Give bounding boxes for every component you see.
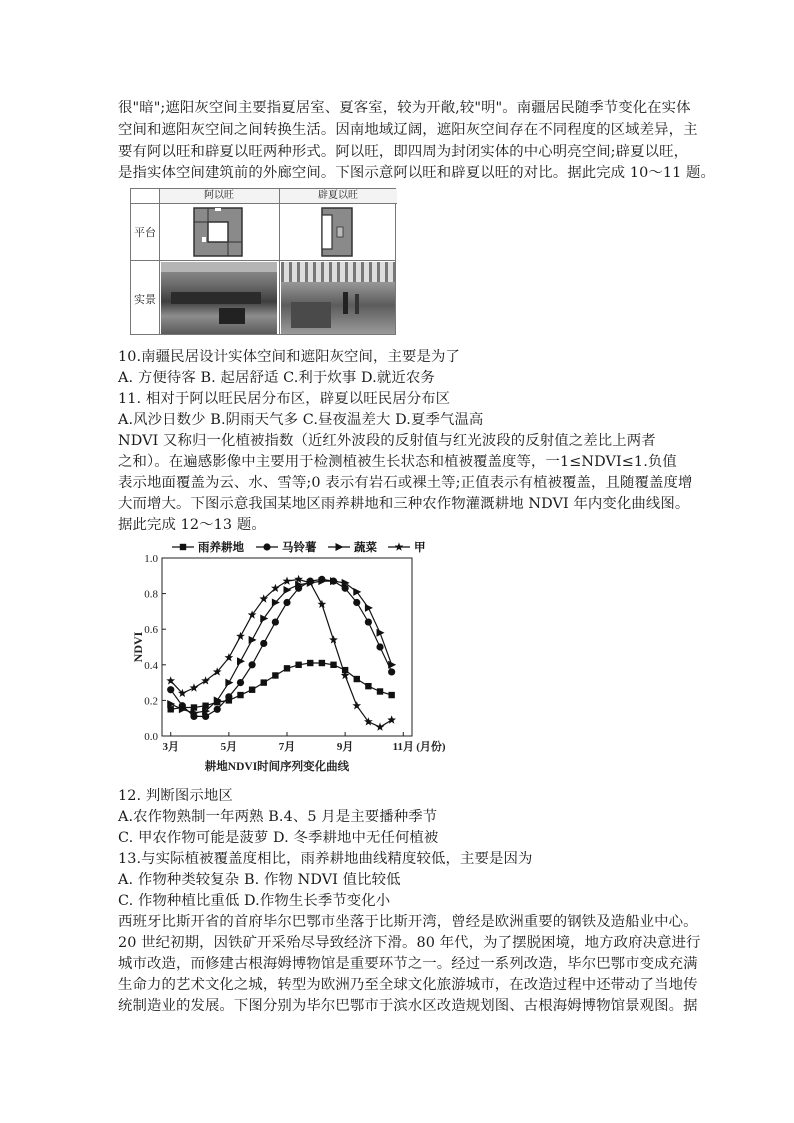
series-1-point [388, 668, 395, 675]
question-11-options: A.风沙日数少 B.阴雨天气多 C.昼夜温差大 D.夏季气温高 [118, 412, 484, 428]
series-3-point [329, 635, 338, 643]
series-3-point [225, 653, 234, 661]
paragraph-3-line-3: 城市改造，而修建古根海姆博物馆是重要环节之一。经过一系列改造，毕尔巴鄂市变成充满 [118, 956, 698, 972]
question-13: 13.与实际植被覆盖度相比，雨养耕地曲线精度较低，主要是因为 [118, 851, 533, 867]
series-3-point [318, 600, 327, 608]
paragraph-1-line-1: 很"暗";遮阳灰空间主要指夏居室、夏客室，较为开敞,较"明"。南疆居民随季节变化在实体 [118, 100, 691, 116]
y-tick-label: 1.0 [144, 553, 158, 565]
question-11: 11. 相对于阿以旺民居分布区，辟夏以旺民居分布区 [118, 391, 451, 407]
y-tick-label: 0.8 [144, 588, 158, 601]
series-1-point [353, 599, 360, 606]
x-tick-label: 9月 [336, 741, 354, 753]
paragraph-2-line-1: NDVI 又称归一化植被指数（近红外波段的反射值与红光波段的反射值之差比上两者 [118, 433, 656, 449]
x-axis-label: (月份) [416, 741, 446, 753]
ndvi-chart-svg [130, 541, 446, 779]
paragraph-3-line-5: 统制造业的发展。下图分别为毕尔巴鄂市于滨水区改造规划图、古根海姆博物馆景观图。据 [118, 998, 698, 1014]
y-tick-label: 0.0 [144, 731, 158, 743]
paragraph-1-line-2: 空间和遮阳灰空间之间转换生活。因南地域辽阔，遮阳灰空间存在不同程度的区域差异，主 [118, 122, 698, 138]
paragraph-3-line-2: 20 世纪初期，因铁矿开采殆尽导致经济下滑。80 年代，为了摆脱困境，地方政府决意进行 [118, 935, 701, 951]
series-1-point [376, 643, 383, 650]
paragraph-2-line-5: 据此完成 12～13 题。 [118, 517, 266, 533]
question-10: 10.南疆民居设计实体空间和遮阳灰空间，主要是为了 [118, 349, 460, 365]
col-header-ayiwang: 阿以旺 [159, 189, 279, 204]
series-0-point [261, 679, 267, 685]
series-1-point [237, 679, 244, 686]
legend-marker-2 [336, 543, 344, 551]
series-2-point [249, 636, 257, 644]
question-13-options-cd: C. 作物种植比重低 D.作物生长季节变化小 [118, 893, 391, 909]
paragraph-1-line-3: 要有阿以旺和辟夏以旺两种形式。阿以旺，即四周为封闭实体的中心明亮空间;辟夏以旺， [118, 144, 689, 160]
ndvi-chart [130, 541, 446, 779]
series-1-point [272, 618, 279, 625]
plot-frame [162, 558, 412, 736]
series-0-point [330, 662, 336, 668]
pixia-yiwang-floor-plan [321, 207, 353, 257]
legend-label-1: 马铃薯 [282, 542, 317, 554]
x-tick-label: 7月 [278, 741, 296, 753]
y-tick-label: 0.2 [144, 695, 158, 708]
paragraph-3-line-1: 西班牙比斯开省的首府毕尔巴鄂市坐落于比斯开湾，曾经是欧洲重要的钢铁及造船业中心。 [118, 914, 698, 930]
series-1-point [214, 706, 221, 713]
courtyard-comparison-figure [130, 188, 396, 335]
y-tick-label: 0.6 [144, 624, 158, 637]
series-3-point [376, 723, 385, 731]
series-0-point [249, 687, 255, 693]
paragraph-2-line-3: 表示地面覆盖为云、水、雪等;0 表示有岩石或裸土等;正值表示有植被覆盖，且随覆盖度增 [118, 475, 693, 491]
pixia-yiwang-interior-photo [281, 262, 395, 334]
series-2-point [225, 679, 233, 687]
series-2-point [284, 586, 292, 594]
paragraph-2-line-2: 之和）。在遍感影像中主要用于检测植被生长状态和植被覆盖度等，一1≤NDVI≤1.负值 [118, 454, 677, 470]
question-12: 12. 判断图示地区 [118, 788, 233, 804]
legend-label-2: 蔬菜 [354, 542, 377, 554]
question-12-options-ab: A.农作物熟制一年两熟 B.4、5 月是主要播种季节 [118, 809, 438, 825]
series-2-point [237, 657, 245, 665]
series-0-point [295, 662, 301, 668]
legend-label-0: 雨养耕地 [198, 542, 244, 554]
legend-marker-0 [180, 544, 186, 550]
series-0-point [388, 692, 394, 698]
series-0-point [237, 692, 243, 698]
series-0-point [272, 672, 278, 678]
y-tick-label: 0.4 [144, 659, 158, 672]
series-3-point [190, 683, 199, 691]
series-1-point [365, 618, 372, 625]
y-axis-label: NDVI [131, 631, 145, 663]
series-1-point [260, 640, 267, 647]
x-tick-label: 11月 [392, 741, 414, 753]
series-line-0 [171, 663, 392, 709]
series-0-point [307, 660, 313, 666]
series-0-point [284, 665, 290, 671]
series-0-point [377, 688, 383, 694]
chart-caption: 耕地NDVI时间序列变化曲线 [204, 761, 350, 773]
series-3-point [236, 632, 245, 640]
series-3-point [352, 701, 361, 709]
question-13-options-ab: A. 作物种类较复杂 B. 作物 NDVI 值比较低 [118, 872, 401, 888]
col-header-pixia-yiwang: 辟夏以旺 [279, 189, 397, 204]
series-2-point [260, 615, 268, 623]
question-10-options: A. 方便待客 B. 起居舒适 C.利于炊事 D.就近农务 [118, 370, 435, 386]
series-2-point [353, 588, 361, 596]
series-2-point [365, 604, 373, 612]
question-12-options-cd: C. 甲农作物可能是菠萝 D. 冬季耕地中无任何植被 [118, 830, 439, 846]
paragraph-1-line-4: 是指实体空间建筑前的外廊空间。下图示意阿以旺和辟夏以旺的对比。据此完成 10～11 题。 [118, 165, 716, 181]
legend-marker-3 [395, 542, 404, 550]
series-0-point [354, 676, 360, 682]
series-0-point [319, 660, 325, 666]
ayiwang-floor-plan [193, 207, 243, 257]
series-1-point [283, 599, 290, 606]
legend-marker-1 [263, 543, 270, 550]
series-1-point [167, 686, 174, 693]
series-1-point [225, 693, 232, 700]
series-0-point [365, 683, 371, 689]
paragraph-3-line-4: 生命力的艺术文化之城，转型为欧洲乃至全球文化旅游城市，在改造过程中还带动了当地传 [118, 977, 698, 993]
series-1-point [249, 661, 256, 668]
row-label-scene: 实景 [134, 293, 156, 306]
x-tick-label: 5月 [220, 741, 238, 753]
row-label-platform: 平台 [134, 226, 156, 239]
x-tick-label: 3月 [162, 741, 179, 753]
series-2-point [388, 661, 396, 669]
paragraph-2-line-4: 大而增大。下图示意我国某地区雨养耕地和三种农作物灌溉耕地 NDVI 年内变化曲线图。 [118, 496, 690, 512]
legend-label-3: 甲 [414, 542, 426, 554]
ayiwang-interior-photo [161, 262, 277, 334]
